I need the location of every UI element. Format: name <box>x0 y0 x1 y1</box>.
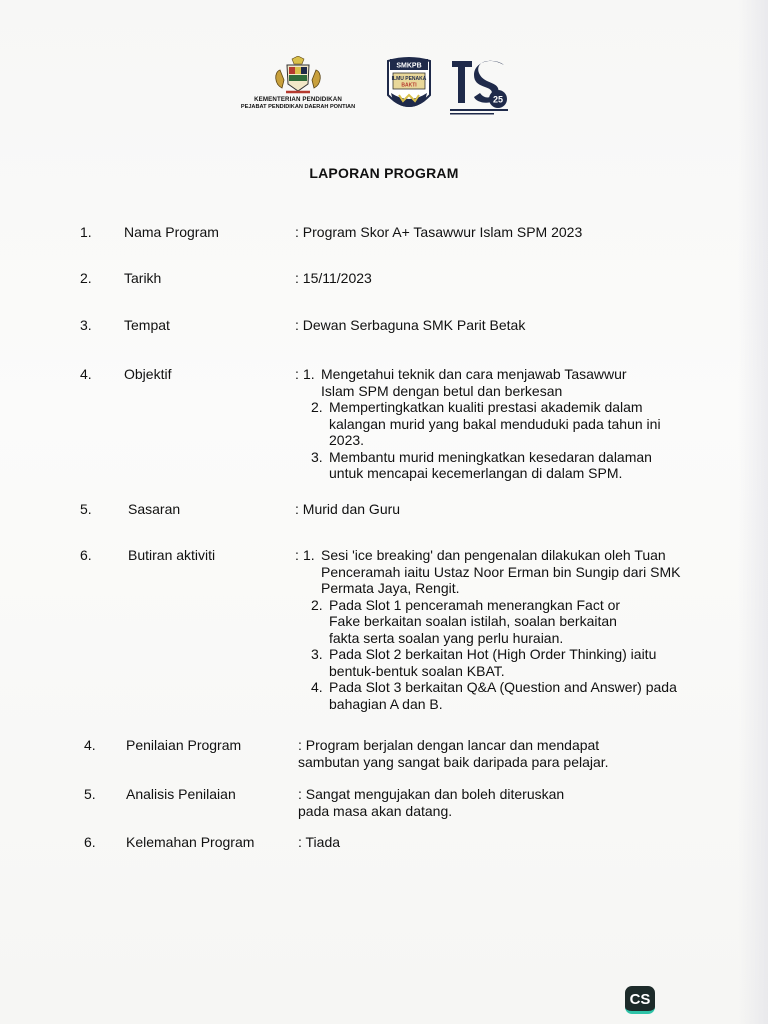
row-number: 4. <box>84 737 96 753</box>
row-label: Tempat <box>124 317 170 333</box>
row-number: 5. <box>84 786 96 802</box>
list-item-text: Mengetahui teknik dan cara menjawab Tasawwur Islam SPM dengan betul dan berkesan <box>321 366 627 399</box>
row-label: Tarikh <box>124 270 162 286</box>
list-item-text: Mempertingkatkan kualiti prestasi akademik dalam kalangan murid yang bakal menduduki pada tahun ini 2023. <box>329 399 661 448</box>
report-title: LAPORAN PROGRAM <box>309 165 459 181</box>
list-item-number: 2. <box>311 596 323 613</box>
row-value: : Tiada <box>298 834 341 850</box>
school-logo-motto-text-2: BAKTI <box>401 82 417 89</box>
list-item-number: 4. <box>311 679 323 695</box>
row-colon: : <box>295 547 299 563</box>
district-office-name: PEJABAT PENDIDIKAN DAERAH PONTIAN <box>240 104 356 110</box>
row-value: : Sangat mengujakan dan boleh diteruskan pada masa akan datang. <box>298 786 565 819</box>
list-item-number: 1. <box>303 366 315 382</box>
list-item <box>303 547 685 597</box>
school-logo-top-text: SMKPB <box>396 62 422 70</box>
row-label: Sasaran <box>128 501 181 517</box>
list-item <box>311 597 685 647</box>
row-label: Butiran aktiviti <box>128 547 216 563</box>
school-crest-icon <box>385 55 433 119</box>
row-colon: : <box>295 366 299 382</box>
objectives-list <box>295 366 680 482</box>
list-item <box>303 366 680 399</box>
list-item-text: Pada Slot 2 berkaitan Hot (High Order Thinking) iaitu bentuk-bentuk soalan KBAT. <box>329 646 657 679</box>
row-number: 6. <box>84 834 96 850</box>
list-item-text: Membantu murid meningkatkan kesedaran dalaman untuk mencapai kecemerlangan di dalam SPM. <box>329 448 652 481</box>
row-label: Penilaian Program <box>126 737 242 753</box>
row-number: 2. <box>80 270 92 286</box>
activity-list <box>295 547 685 712</box>
list-item <box>311 679 685 712</box>
school-logo-motto-text: ILMU PENAKA <box>391 76 427 82</box>
row-label: Objektif <box>124 366 172 382</box>
list-item-number: 3. <box>311 646 323 662</box>
row-label: Nama Program <box>124 224 219 240</box>
row-value: : Dewan Serbaguna SMK Parit Betak <box>295 317 526 333</box>
row-value: : 15/11/2023 <box>295 270 372 286</box>
page-edge-shadow <box>738 0 768 1024</box>
malaysia-crest-icon <box>270 56 326 96</box>
list-item <box>311 646 685 679</box>
list-item-number: 3. <box>311 448 323 465</box>
row-label: Kelemahan Program <box>126 834 255 850</box>
letterhead <box>0 0 768 140</box>
ministry-name: KEMENTERIAN PENDIDIKAN <box>254 96 342 103</box>
row-number: 1. <box>80 224 92 240</box>
camscanner-icon: CS <box>625 986 655 1014</box>
list-item-text: Sesi 'ice breaking' dan pengenalan dilakukan oleh Tuan Penceramah iaitu Ustaz Noor Erman bin Sungip dari SMK Permata Jaya, Rengit. <box>321 547 681 596</box>
activity-list-wrap <box>295 547 685 712</box>
row-number: 4. <box>80 366 92 382</box>
list-item-number: 2. <box>311 399 323 415</box>
row-value: : Program berjalan dengan lancar dan mendapat sambutan yang sangat baik daripada para pelajar. <box>298 737 609 770</box>
row-label: Analisis Penilaian <box>126 786 236 802</box>
list-item <box>311 449 680 482</box>
row-value: : Murid dan Guru <box>295 501 401 517</box>
objective-items <box>303 366 680 482</box>
objectives-list-wrap <box>295 366 680 482</box>
row-number: 6. <box>80 547 92 563</box>
row-value: : Program Skor A+ Tasawwur Islam SPM 2023 <box>295 224 583 240</box>
list-item-text: Pada Slot 1 penceramah menerangkan Fact or Fake berkaitan soalan istilah, soalan berkaitan fakta serta soalan yang perlu huraian. <box>329 596 621 646</box>
row-number: 5. <box>80 501 92 517</box>
row-number: 3. <box>80 317 92 333</box>
ts-logo-number: 25 <box>492 94 504 105</box>
list-item-number: 1. <box>303 547 315 563</box>
activity-items <box>303 547 685 712</box>
ministry-logo-block <box>232 56 364 116</box>
ts25-logo-icon <box>446 55 512 119</box>
list-item-text: Pada Slot 3 berkaitan Q&A (Question and Answer) pada bahagian A dan B. <box>329 679 677 712</box>
list-item <box>311 399 680 449</box>
